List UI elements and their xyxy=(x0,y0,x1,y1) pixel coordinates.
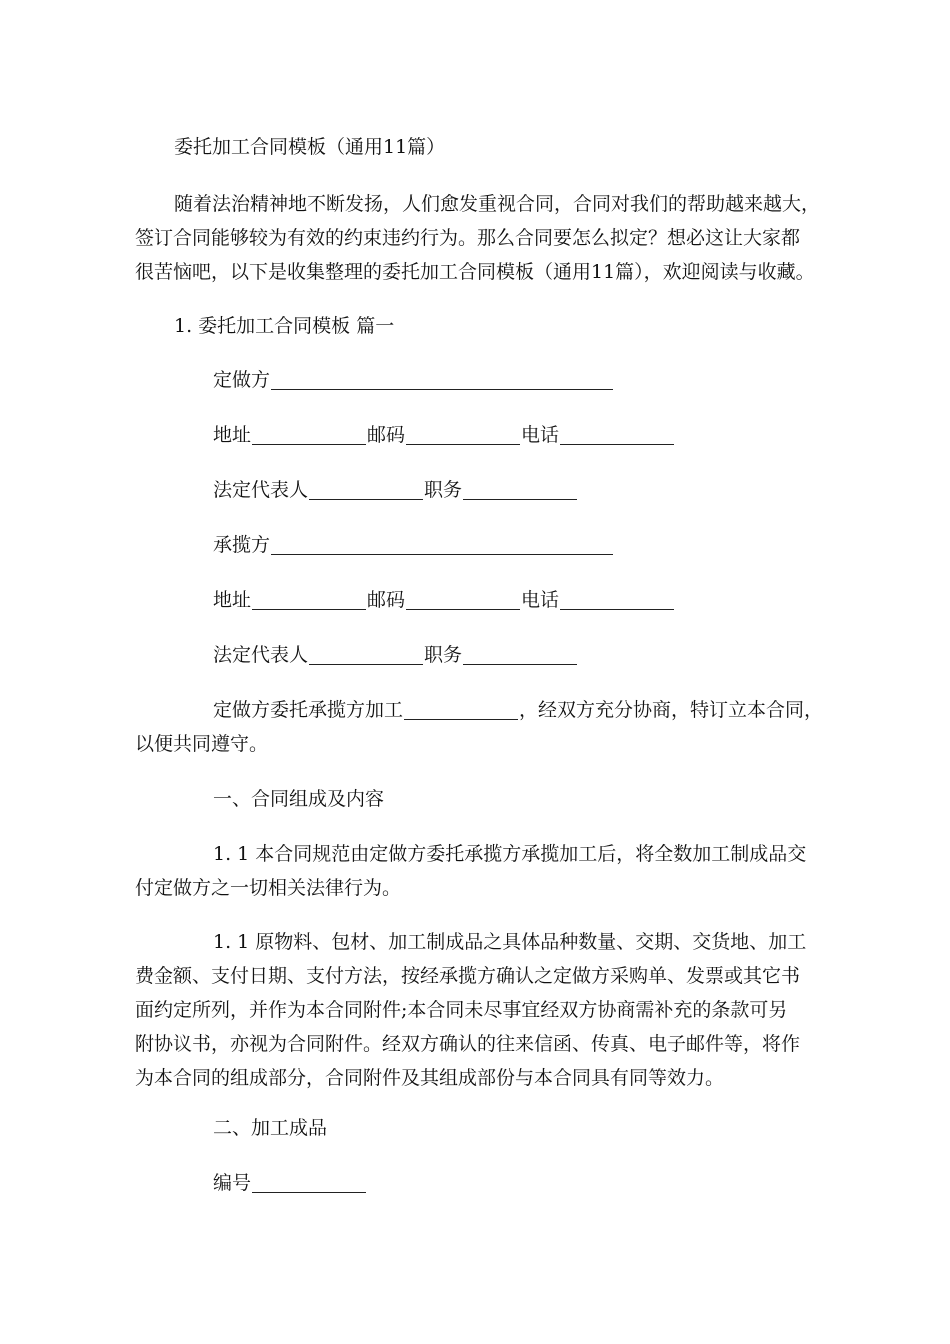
postcode-blank xyxy=(406,591,520,610)
document-title: 委托加工合同模板（通用11篇） xyxy=(174,136,446,158)
party-a-field xyxy=(213,370,614,390)
entrust-line-1 xyxy=(213,700,823,720)
rep-label: 法定代表人 xyxy=(213,479,309,501)
position-blank xyxy=(463,646,577,665)
postcode-blank xyxy=(406,426,520,445)
party-b-rep-row xyxy=(213,645,578,665)
phone-label: 电话 xyxy=(521,424,560,446)
heading-processed-product: 二、加工成品 xyxy=(213,1117,328,1139)
clause-1-line-2: 付定做方之一切相关法律行为。 xyxy=(135,877,402,899)
address-blank xyxy=(252,426,366,445)
party-b-address-row xyxy=(213,590,675,610)
party-b-field xyxy=(213,535,614,555)
phone-blank xyxy=(560,426,674,445)
heading-contract-contents: 一、合同组成及内容 xyxy=(213,788,385,810)
rep-blank xyxy=(309,481,423,500)
intro-line-1: 随着法治精神地不断发扬，人们愈发重视合同，合同对我们的帮助越来越大， xyxy=(174,193,821,215)
entrust-text-b: ，经双方充分协商，特订立本合同， xyxy=(519,699,824,721)
number-blank xyxy=(252,1174,366,1193)
party-a-address-row xyxy=(213,425,675,445)
number-label: 编号 xyxy=(213,1172,252,1194)
entrust-line-2: 以便共同遵守。 xyxy=(135,733,269,755)
address-label: 地址 xyxy=(213,589,252,611)
product-blank xyxy=(404,701,518,720)
party-a-blank xyxy=(271,371,613,390)
intro-line-2: 签订合同能够较为有效的约束违约行为。那么合同要怎么拟定？想必这让大家都 xyxy=(135,227,801,249)
section-title: 1. 委托加工合同模板 篇一 xyxy=(174,315,395,337)
postcode-label: 邮码 xyxy=(367,424,406,446)
clause-2-line-1: 1. 1 原物料、包材、加工制成品之具体品种数量、交期、交货地、加工 xyxy=(213,931,807,953)
intro-line-3: 很苦恼吧，以下是收集整理的委托加工合同模板（通用11篇），欢迎阅读与收藏。 xyxy=(135,261,815,283)
phone-label: 电话 xyxy=(521,589,560,611)
party-a-label: 定做方 xyxy=(213,369,271,391)
party-b-label: 承揽方 xyxy=(213,534,271,556)
position-label: 职务 xyxy=(424,644,463,666)
party-a-rep-row xyxy=(213,480,578,500)
number-field xyxy=(213,1173,367,1193)
clause-2-line-2: 费金额、支付日期、支付方法，按经承揽方确认之定做方采购单、发票或其它书 xyxy=(135,965,801,987)
position-blank xyxy=(463,481,577,500)
address-label: 地址 xyxy=(213,424,252,446)
entrust-text-a: 定做方委托承揽方加工 xyxy=(213,699,404,721)
clause-1-line-1: 1. 1 本合同规范由定做方委托承揽方承揽加工后，将全数加工制成品交 xyxy=(213,843,807,865)
address-blank xyxy=(252,591,366,610)
clause-2-line-4: 附协议书，亦视为合同附件。经双方确认的往来信函、传真、电子邮件等，将作 xyxy=(135,1033,801,1055)
rep-label: 法定代表人 xyxy=(213,644,309,666)
postcode-label: 邮码 xyxy=(367,589,406,611)
phone-blank xyxy=(560,591,674,610)
party-b-blank xyxy=(271,536,613,555)
position-label: 职务 xyxy=(424,479,463,501)
clause-2-line-3: 面约定所列，并作为本合同附件;本合同未尽事宜经双方协商需补充的条款可另 xyxy=(135,999,788,1021)
clause-2-line-5: 为本合同的组成部分，合同附件及其组成部份与本合同具有同等效力。 xyxy=(135,1067,725,1089)
rep-blank xyxy=(309,646,423,665)
